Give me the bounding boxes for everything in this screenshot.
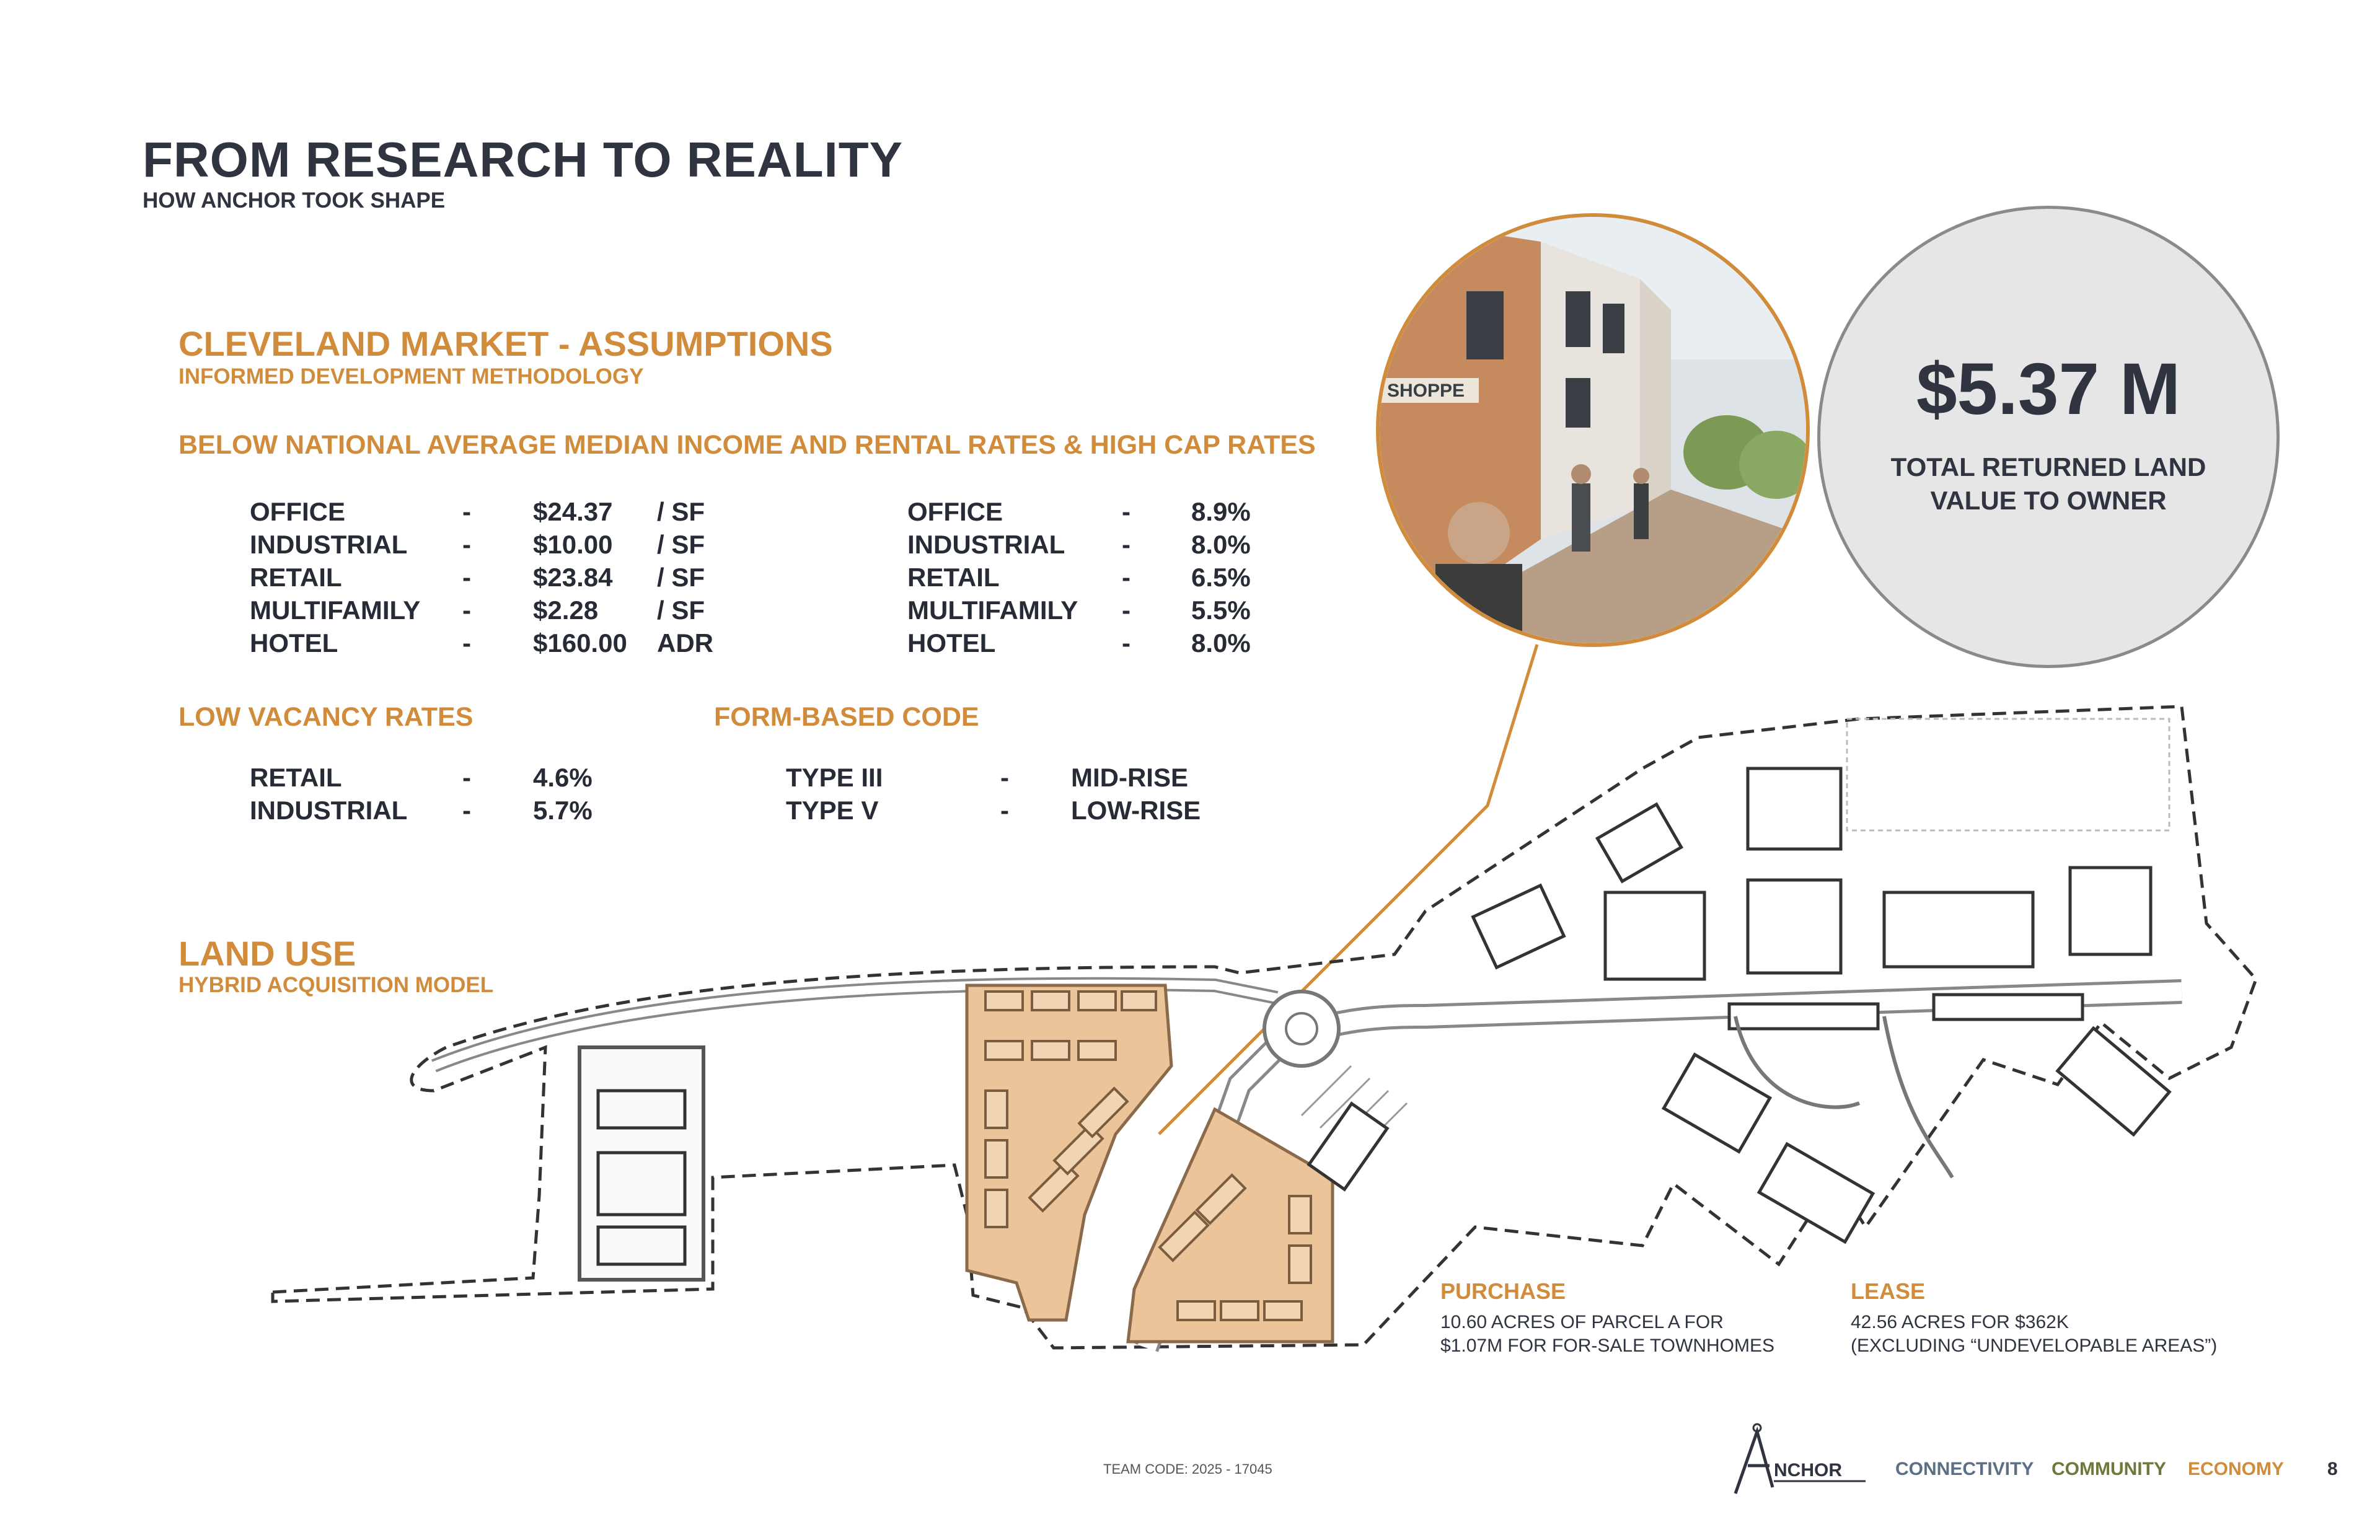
anchor-logo: [1723, 1419, 1872, 1500]
rental-unit: / SF: [657, 596, 705, 625]
rental-sep: -: [462, 530, 471, 559]
cap-value: 8.9%: [1191, 497, 1251, 526]
land-use-subtitle: HYBRID ACQUISITION MODEL: [178, 973, 494, 997]
cap-sep: -: [1122, 596, 1130, 625]
rental-type: HOTEL: [250, 628, 338, 658]
cap-type: OFFICE: [907, 497, 1003, 526]
cap-type: RETAIL: [907, 563, 1000, 592]
returned-value-amount: $5.37 M: [1916, 348, 2181, 430]
leader-line: [1159, 645, 1537, 1134]
rates-heading: BELOW NATIONAL AVERAGE MEDIAN INCOME AND RENTAL RATES & HIGH CAP RATES: [178, 430, 1316, 460]
rental-sep: -: [462, 497, 471, 526]
rental-unit: / SF: [657, 497, 705, 526]
cap-type: INDUSTRIAL: [907, 530, 1065, 559]
purchase-text: [1440, 1311, 1774, 1358]
tag-connectivity: CONNECTIVITY: [1895, 1459, 2034, 1479]
page-title: FROM RESEARCH TO REALITY: [143, 132, 904, 187]
code-type: TYPE V: [786, 796, 879, 825]
vacancy-value: 4.6%: [533, 763, 593, 792]
rental-type: RETAIL: [250, 563, 342, 592]
cap-value: 8.0%: [1191, 628, 1251, 658]
rental-unit: / SF: [657, 530, 705, 559]
purchase-heading: PURCHASE: [1440, 1278, 1566, 1304]
code-sep: -: [1000, 763, 1009, 792]
rental-unit: ADR: [657, 628, 713, 658]
tag-economy: ECONOMY: [2188, 1459, 2285, 1479]
market-subtitle: INFORMED DEVELOPMENT METHODOLOGY: [178, 364, 644, 389]
rental-type: MULTIFAMILY: [250, 596, 421, 625]
vacancy-value: 5.7%: [533, 796, 593, 825]
cap-type: HOTEL: [907, 628, 996, 658]
cap-sep: -: [1122, 530, 1130, 559]
rental-type: INDUSTRIAL: [250, 530, 408, 559]
cap-type: MULTIFAMILY: [907, 596, 1078, 625]
lease-text: [1851, 1311, 2217, 1358]
code-sep: -: [1000, 796, 1009, 825]
rental-value: $160.00: [533, 628, 627, 658]
rental-sep: -: [462, 596, 471, 625]
purchase-line: 10.60 ACRES OF PARCEL A FOR: [1440, 1312, 1724, 1332]
rental-sep: -: [462, 563, 471, 592]
land-use-title: LAND USE: [178, 934, 356, 973]
vacancy-sep: -: [462, 763, 471, 792]
logo-a-mark: [1735, 1432, 1773, 1494]
team-code: TEAM CODE: 2025 - 17045: [1103, 1461, 1272, 1477]
rental-sep: -: [462, 628, 471, 658]
page-number: 8: [2327, 1459, 2338, 1479]
shoppe-sign: SHOPPE: [1387, 381, 1465, 401]
cap-value: 6.5%: [1191, 563, 1251, 592]
market-title: CLEVELAND MARKET - ASSUMPTIONS: [178, 324, 833, 363]
vacancy-heading: LOW VACANCY RATES: [178, 702, 474, 732]
lease-line: (EXCLUDING “UNDEVELOPABLE AREAS”): [1851, 1335, 2218, 1356]
lease-line: 42.56 ACRES FOR $362K: [1851, 1312, 2069, 1332]
roundabout-island: [1286, 1013, 1317, 1044]
street-rendering: [1376, 213, 1810, 647]
vacancy-type: INDUSTRIAL: [250, 796, 408, 825]
rental-value: $24.37: [533, 497, 613, 526]
caption-line: VALUE TO OWNER: [1930, 486, 2167, 515]
code-value: MID-RISE: [1071, 763, 1188, 792]
code-heading: FORM-BASED CODE: [714, 702, 979, 732]
page-subtitle: HOW ANCHOR TOOK SHAPE: [143, 188, 446, 213]
rental-unit: / SF: [657, 563, 705, 592]
rental-type: OFFICE: [250, 497, 345, 526]
vacancy-sep: -: [462, 796, 471, 825]
cap-sep: -: [1122, 563, 1130, 592]
cap-sep: -: [1122, 497, 1130, 526]
rental-value: $2.28: [533, 596, 599, 625]
vacancy-type: RETAIL: [250, 763, 342, 792]
cap-value: 5.5%: [1191, 596, 1251, 625]
rendering-illustration: [1380, 217, 1810, 647]
purchase-line: $1.07M FOR FOR-SALE TOWNHOMES: [1440, 1335, 1774, 1356]
code-type: TYPE III: [786, 763, 883, 792]
lease-heading: LEASE: [1851, 1278, 1926, 1304]
tag-community: COMMUNITY: [2052, 1459, 2166, 1479]
east-woodland: [1847, 719, 2169, 830]
code-value: LOW-RISE: [1071, 796, 1201, 825]
logo-text: NCHOR: [1774, 1460, 1842, 1481]
caption-line: TOTAL RETURNED LAND: [1890, 452, 2206, 482]
cap-sep: -: [1122, 628, 1130, 658]
cap-value: 8.0%: [1191, 530, 1251, 559]
rental-value: $10.00: [533, 530, 613, 559]
rental-value: $23.84: [533, 563, 613, 592]
